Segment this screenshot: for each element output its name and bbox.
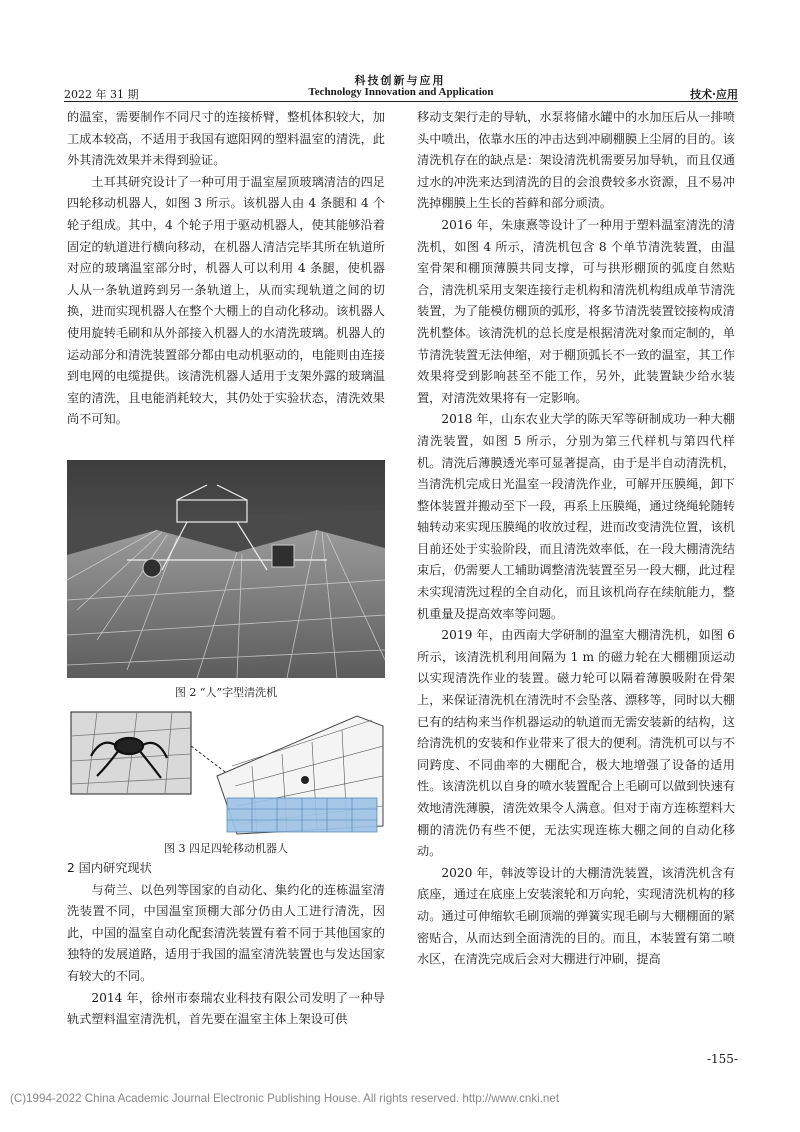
paragraph: 2019 年，由西南大学研制的温室大棚清洗机，如图 6 所示，该清洗机利用间隔为 1 m 的磁力轮在大棚棚顶运动以实现清洗作业的装置。磁力轮可以隔着薄膜吸附在骨架上，来保证清洗机在清洗时不会坠落、漂移等，同时以大棚已有的结构来当作机器运动的轨道而无需安装新的结构，这给清洗机的安装和作业带来了很大的便利。清洗机可以与不同跨度、不同曲率的大棚配合，极大地增强了设备的适用性。该清洗机以自身的喷水装置配合上毛刷可以做到快速有效地清洗薄膜，清洗效果令人满意。但对于南方连栋塑料大棚的清洗仍有些不便，无法实现连栋大棚之间的自动化移动。 bbox=[417, 628, 735, 859]
paragraph: 2014 年，徐州市泰瑞农业科技有限公司发明了一种导轨式塑料温室清洗机，首先要在温室主体上架设可供 bbox=[67, 990, 385, 1027]
figure-2-image bbox=[67, 460, 385, 678]
figure-3-image bbox=[67, 706, 385, 836]
left-column bbox=[67, 107, 385, 431]
paragraph: 2016 年，朱康熹等设计了一种用于塑料温室清洗的清洗机，如图 4 所示，清洗机包含 8 个单节清洗装置，由温室骨架和棚顶薄膜共同支撑，可与拱形棚顶的弧度自然贴合，清洗机采用支架连接行走机构和清洗机构组成单节清洗装置，为了能模仿棚顶的弧形，将多节清洗装置铰接构成清洗机整体。该清洗机的总长度是根据清洗对象而定制的，单节清洗装置无法伸缩，对于棚顶弧长不一致的温室，其工作效果将受到影响甚至不能工作，另外，此装置缺少给水装置，对清洗效果将有一定影响。 bbox=[417, 217, 735, 405]
header-rule bbox=[64, 101, 738, 102]
copyright-footer: (C)1994-2022 China Academic Journal Electronic Publishing House. All rights reserved. http://www.cnki.net bbox=[10, 1092, 560, 1105]
left-column-bottom bbox=[67, 858, 385, 1031]
journal-title-en: Technology Innovation and Application bbox=[308, 86, 494, 98]
paragraph: 2020 年，韩波等设计的大棚清洗装置，该清洗机含有底座，通过在底座上安装滚轮和万向轮，实现清洗机构的移动。通过可伸缩软毛刷顶端的弹簧实现毛刷与大棚棚面的紧密贴合，从而达到全面清洗的目的。而且，本装置有第二喷水区，在清洗完成后会对大棚进行冲刷，提高 bbox=[417, 865, 735, 967]
paragraph: 的温室，需要制作不同尺寸的连接桥臂，整机体积较大，加工成本较高，不适用于我国有遮阳网的塑料温室的清洗，此外其清洗效果并未得到验证。 bbox=[67, 110, 385, 168]
figure-2-caption: 图 2 “人”字型清洗机 bbox=[174, 686, 278, 699]
right-column bbox=[417, 107, 735, 971]
issue-label: 2022 年 31 期 bbox=[64, 88, 139, 101]
paragraph: 移动支架行走的导轨，水泵将储水罐中的水加压后从一排喷头中喷出，依靠水压的冲击达到冲刷棚膜上尘屑的目的。该清洗机存在的缺点是：架设清洗机需要另加导轨，而且仅通过水的冲洗来达到清洗的目的会浪费较多水资源，且不易冲洗掉棚膜上生长的苔藓和部分顽渍。 bbox=[417, 110, 735, 211]
running-header bbox=[64, 86, 738, 102]
page-number: -155- bbox=[706, 1052, 738, 1066]
paragraph: 土耳其研究设计了一种可用于温室屋顶玻璃清洁的四足四轮移动机器人，如图 3 所示。该机器人由 4 条腿和 4 个轮子组成。其中，4 个轮子用于驱动机器人，使其能够沿着固定的轨道进行横向移动，在机器人清洁完毕其所在轨道所对应的玻璃温室部分时，机器人可以利用 4 条腿，使机器人从一条轨道跨到另一条轨道上，从而实现轨道之间的切换，进而实现机器人在整个大棚上的自动化移动。该机器人使用旋转毛刷和从外部接入机器人的水清洗玻璃。机器人的运动部分和清洗装置部分都由电动机驱动的，电能则由连接到电网的电缆提供。该清洗机器人适用于支架外露的玻璃温室的清洗，且电能消耗较大，其仍处于实验状态，清洗效果尚不可知。 bbox=[67, 174, 385, 427]
paragraph: 2018 年，山东农业大学的陈天军等研制成功一种大棚清洗装置，如图 5 所示，分别为第三代样机与第四代样机。清洗后薄膜透光率可显著提高，由于是半自动清洗机，当清洗机完成日光温室一段清洗作业，可解开压膜绳，卸下整体装置并搬动至下一段，再系上压膜绳，通过绕绳轮随转轴转动来实现压膜绳的收放过程，进而改变清洗位置，该机目前还处于实验阶段，而且清洗效率低，在一段大棚清洗结束后，仍需要人工辅助调整清洗装置至另一段大棚，此过程未实现清洗过程的全自动化，而且该机尚存在续航能力，整机重量及提高效率等问题。 bbox=[417, 412, 735, 621]
journal-title-cn: 科技创新与应用 bbox=[354, 74, 446, 87]
section-label: 技术·应用 bbox=[690, 88, 738, 101]
paragraph: 与荷兰、以色列等国家的自动化、集约化的连栋温室清洗装置不同，中国温室顶棚大部分仍由人工进行清洗，因此，中国的温室自动化配套清洗装置有着不同于其他国家的独特的发展道路，适用于我国的温室清洗装置也与发达国家有较大的不同。 bbox=[67, 882, 385, 983]
section-heading: 2 国内研究现状 bbox=[67, 861, 152, 875]
figure-3-caption: 图 3 四足四轮移动机器人 bbox=[164, 842, 288, 855]
